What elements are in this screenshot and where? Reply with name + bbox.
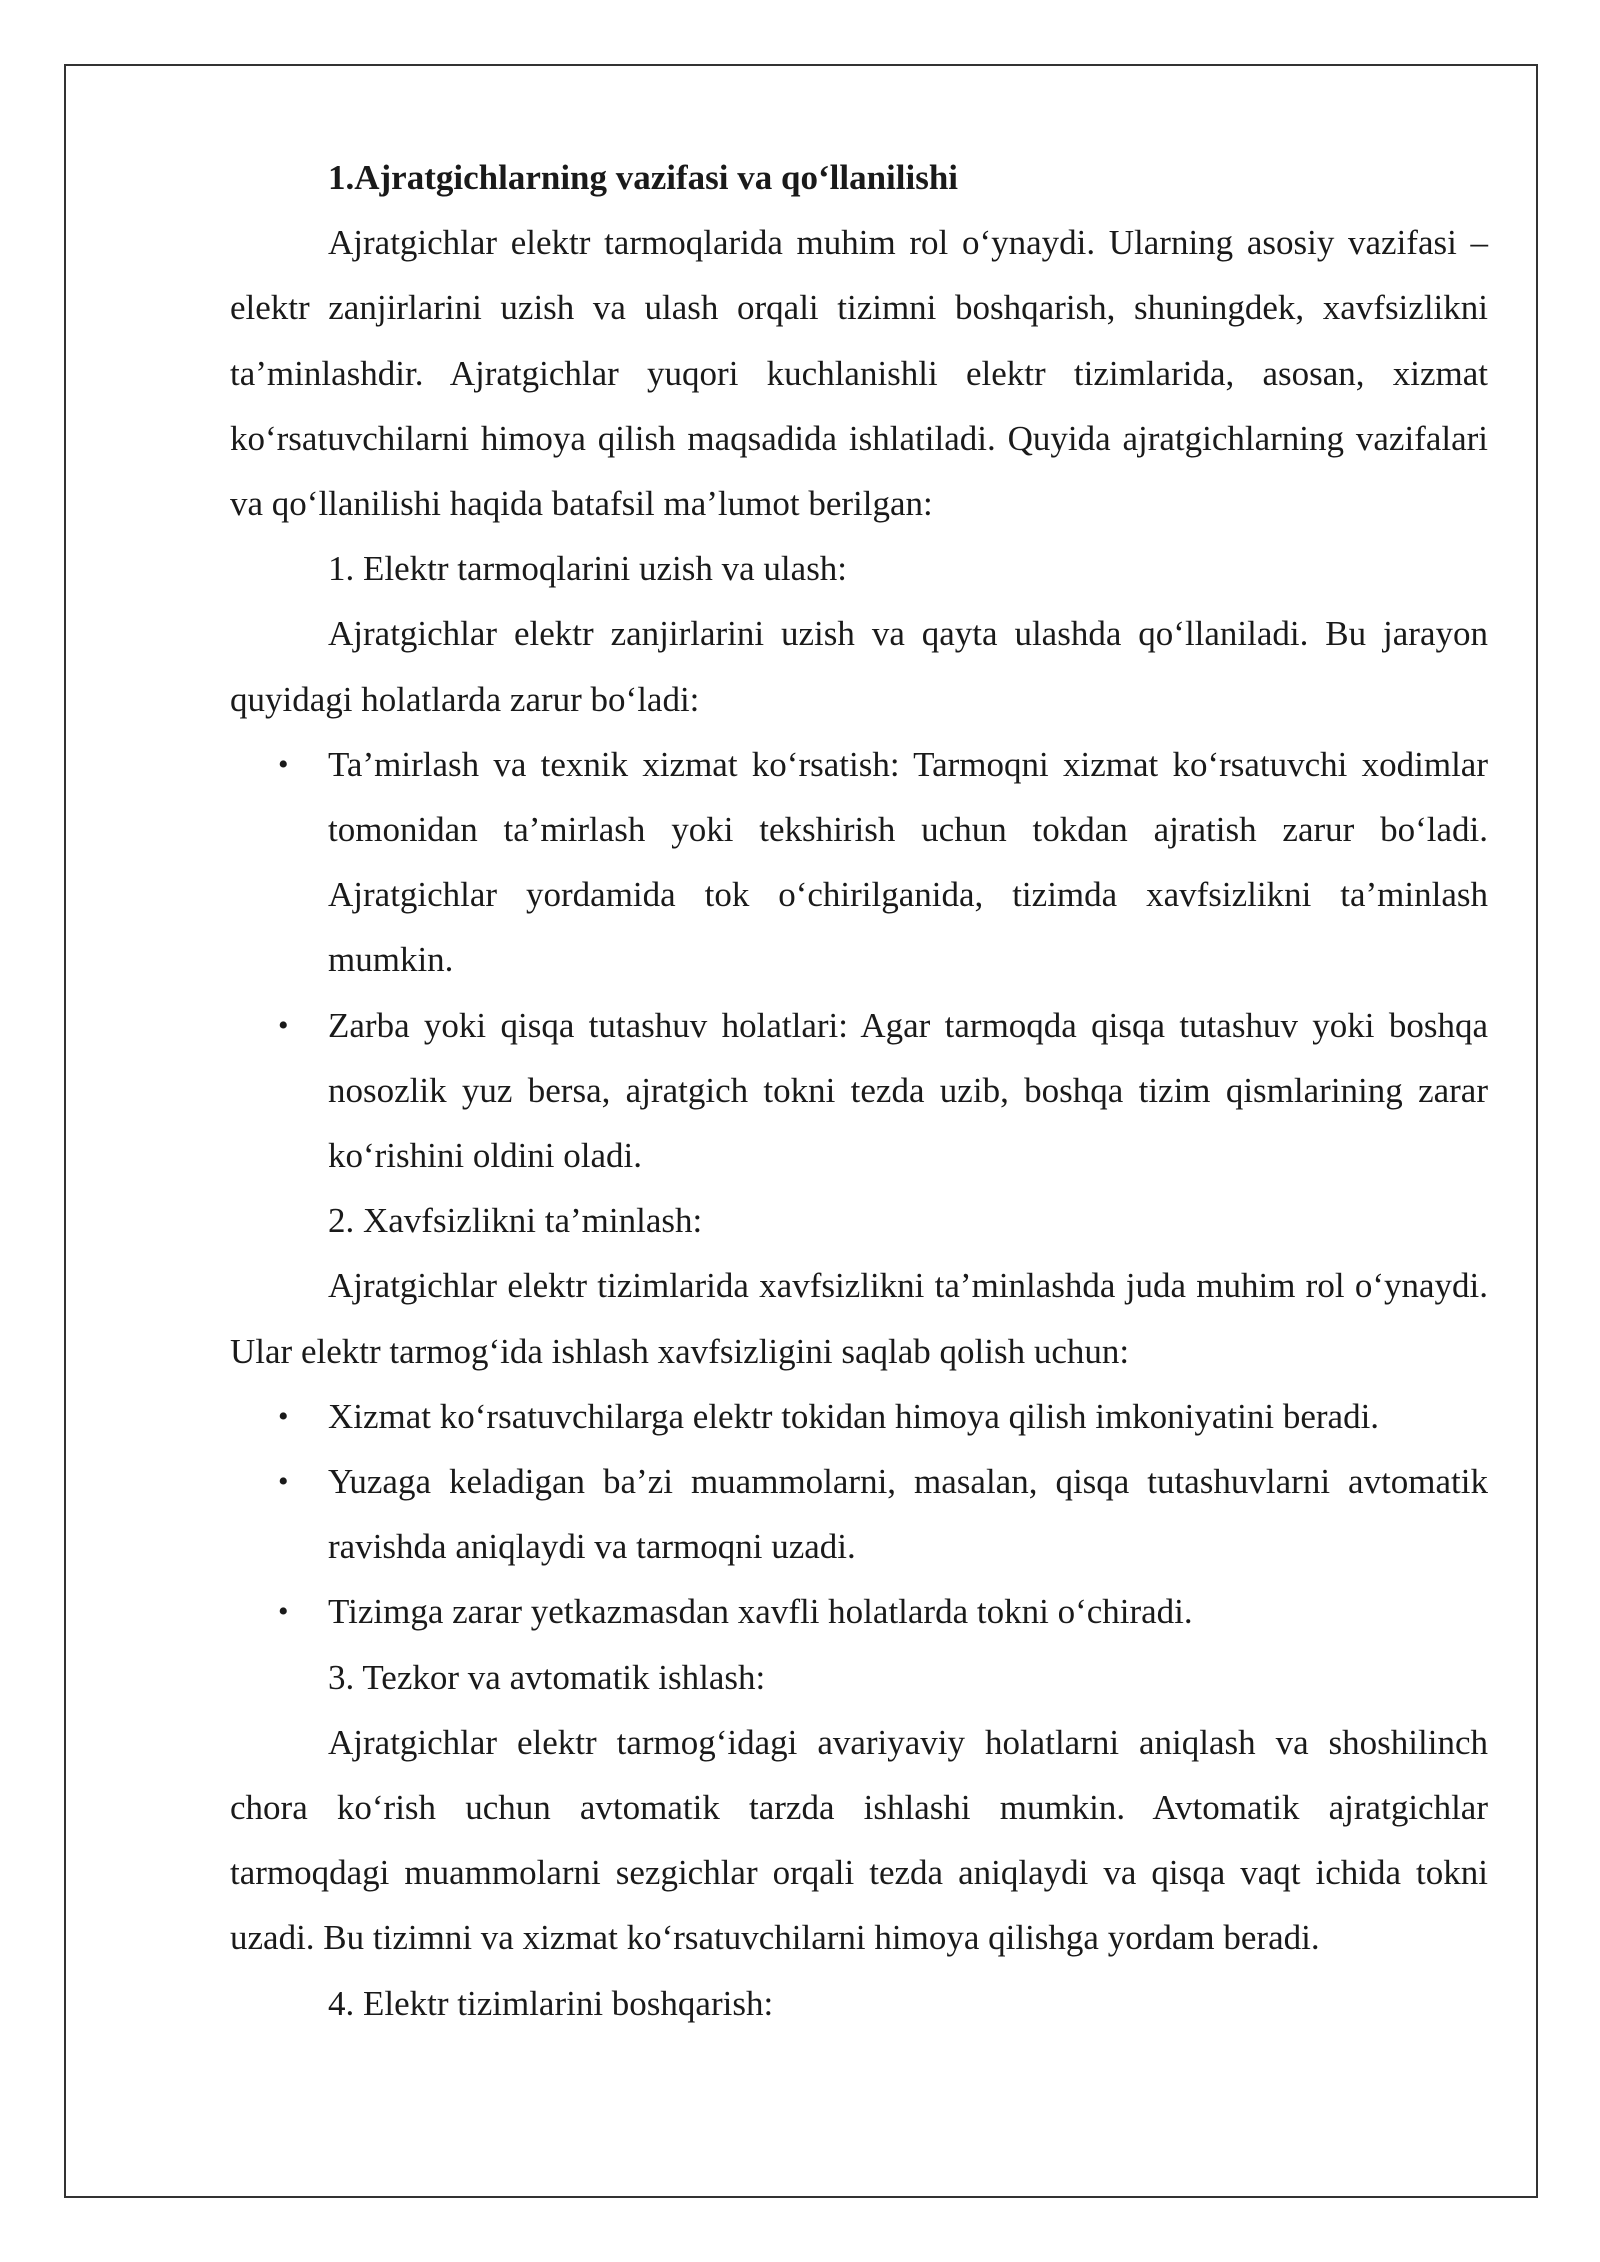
list-item-text: Yuzaga keladigan ba’zi muammolarni, masalan, qisqa tutashuvlarni avtomatik ravishda aniqlaydi va tarmoqni uzadi. xyxy=(328,1462,1488,1567)
list-item-text: Ta’mirlash va texnik xizmat ko‘rsatish: Tarmoqni xizmat ko‘rsatuvchi xodimlar tomonidan ta’mirlash yoki tekshirish uchun tokdan ajratish zarur bo‘ladi. Ajratgichlar yordamida tok o‘chirilganida, tizimda xavfsizlikni ta’minlash mumkin. xyxy=(328,744,1488,980)
section-1-title: 1. Elektr tarmoqlarini uzish va ulash: xyxy=(328,549,848,589)
bullet-icon: • xyxy=(278,747,289,781)
list-item-text: Zarba yoki qisqa tutashuv holatlari: Agar tarmoqda qisqa tutashuv yoki boshqa nosozlik yuz bersa, ajratgich tokni tezda uzib, boshqa tizim qismlarining zarar ko‘rishini oldini oladi. xyxy=(328,1005,1488,1176)
section-1-paragraph: Ajratgichlar elektr zanjirlarini uzish va qayta ulashda qo‘llaniladi. Bu jarayon quyidagi holatlarda zarur bo‘ladi: xyxy=(230,614,1488,719)
bullet-icon: • xyxy=(278,1465,289,1499)
bullet-icon: • xyxy=(278,1008,289,1042)
document-heading: 1.Ajratgichlarning vazifasi va qo‘llanilishi xyxy=(328,158,959,197)
document-body xyxy=(230,145,1488,2036)
list-item-text: Tizimga zarar yetkazmasdan xavfli holatlarda tokni o‘chiradi. xyxy=(328,1592,1193,1632)
section-2-paragraph: Ajratgichlar elektr tizimlarida xavfsizlikni ta’minlashda juda muhim rol o‘ynaydi. Ular elektr tarmog‘ida ishlash xavfsizligini saqlab qolish uchun: xyxy=(230,1266,1488,1371)
section-4-title: 4. Elektr tizimlarini boshqarish: xyxy=(328,1983,774,2023)
list-item xyxy=(230,993,1488,1189)
section-1-bullet-list xyxy=(230,732,1488,1188)
list-item-text: Xizmat ko‘rsatuvchilarga elektr tokidan himoya qilish imkoniyatini beradi. xyxy=(328,1396,1380,1436)
section-3-title: 3. Tezkor va avtomatik ishlash: xyxy=(328,1657,766,1697)
list-item xyxy=(230,1449,1488,1579)
section-2-title: 2. Xavfsizlikni ta’minlash: xyxy=(328,1201,703,1241)
section-2-bullet-list xyxy=(230,1384,1488,1645)
bullet-icon: • xyxy=(278,1399,289,1433)
bullet-icon: • xyxy=(278,1595,289,1629)
list-item xyxy=(230,732,1488,993)
list-item xyxy=(230,1384,1488,1449)
list-item xyxy=(230,1579,1488,1644)
section-3-paragraph: Ajratgichlar elektr tarmog‘idagi avariyaviy holatlarni aniqlash va shoshilinch chora ko‘rish uchun avtomatik tarzda ishlashi mumkin. Avtomatik ajratgichlar tarmoqdagi muammolarni sezgichlar orqali tezda aniqlaydi va qisqa vaqt ichida tokni uzadi. Bu tizimni va xizmat ko‘rsatuvchilarni himoya qilishga yordam beradi. xyxy=(230,1722,1488,1958)
intro-paragraph: Ajratgichlar elektr tarmoqlarida muhim rol o‘ynaydi. Ularning asosiy vazifasi – elektr zanjirlarini uzish va ulash orqali tizimni boshqarish, shuningdek, xavfsizlikni ta’minlashdir. Ajratgichlar yuqori kuchlanishli elektr tizimlarida, asosan, xizmat ko‘rsatuvchilarni himoya qilish maqsadida ishlatiladi. Quyida ajratgichlarning vazifalari va qo‘llanilishi haqida batafsil ma’lumot berilgan: xyxy=(230,223,1488,524)
